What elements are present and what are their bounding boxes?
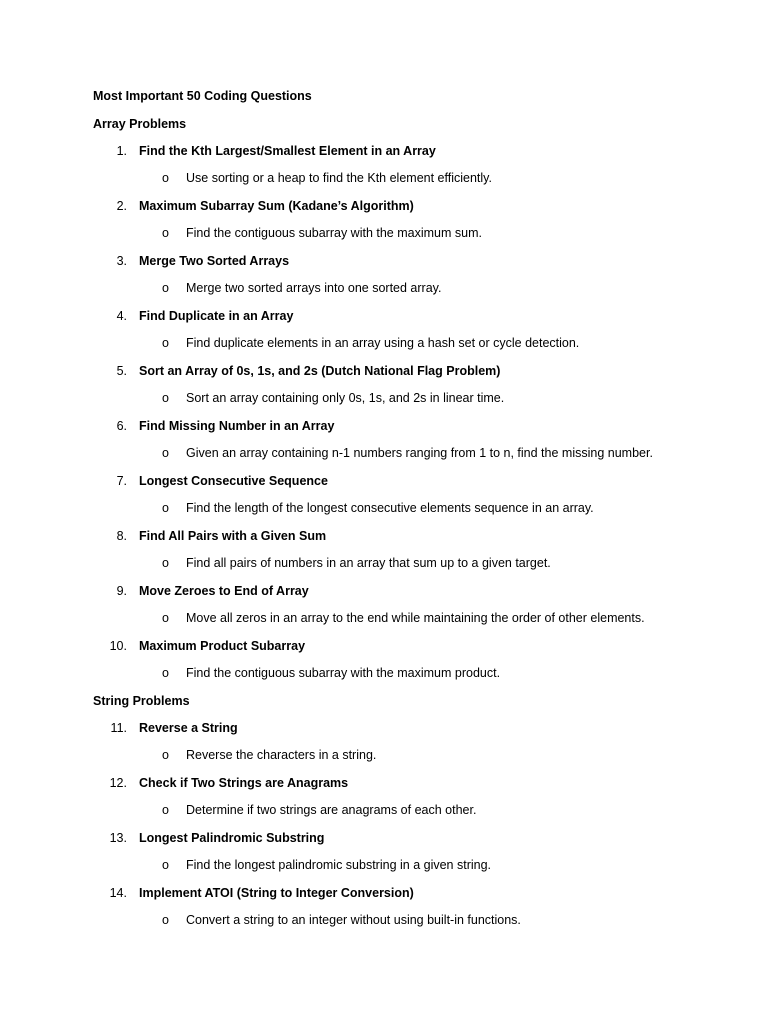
- bullet-icon: o: [162, 666, 169, 680]
- question-description: Find all pairs of numbers in an array that sum up to a given target.: [186, 556, 551, 570]
- question-number: 9.: [116, 584, 127, 598]
- question-number: 8.: [116, 529, 127, 543]
- bullet-icon: o: [162, 556, 169, 570]
- question-title: Longest Palindromic Substring: [139, 831, 325, 845]
- question-title: Find Duplicate in an Array: [139, 309, 294, 323]
- question-number: 1.: [116, 144, 127, 158]
- question-title: Sort an Array of 0s, 1s, and 2s (Dutch National Flag Problem): [139, 364, 501, 378]
- question-description: Determine if two strings are anagrams of each other.: [186, 803, 477, 817]
- section-heading-string: String Problems: [93, 694, 190, 708]
- bullet-icon: o: [162, 281, 169, 295]
- question-description: Find the length of the longest consecutive elements sequence in an array.: [186, 501, 594, 515]
- question-number: 3.: [116, 254, 127, 268]
- bullet-icon: o: [162, 391, 169, 405]
- question-number: 13.: [109, 831, 127, 845]
- question-number: 11.: [110, 721, 127, 735]
- question-number: 14.: [109, 886, 127, 900]
- question-title: Find Missing Number in an Array: [139, 419, 335, 433]
- bullet-icon: o: [162, 913, 169, 927]
- question-title: Longest Consecutive Sequence: [139, 474, 328, 488]
- bullet-icon: o: [162, 748, 169, 762]
- question-description: Find the longest palindromic substring in a given string.: [186, 858, 492, 872]
- section-heading-array: Array Problems: [93, 117, 187, 131]
- question-number: 12.: [109, 776, 127, 790]
- question-description: Find duplicate elements in an array using a hash set or cycle detection.: [186, 336, 580, 350]
- question-description: Find the contiguous subarray with the maximum product.: [186, 666, 501, 680]
- bullet-icon: o: [162, 226, 169, 240]
- question-description: Move all zeros in an array to the end while maintaining the order of other elements.: [186, 611, 645, 625]
- bullet-icon: o: [162, 336, 169, 350]
- question-title: Maximum Subarray Sum (Kadane’s Algorithm): [139, 199, 414, 213]
- question-title: Merge Two Sorted Arrays: [139, 254, 290, 268]
- question-description: Find the contiguous subarray with the maximum sum.: [186, 226, 482, 240]
- question-title: Reverse a String: [139, 721, 238, 735]
- question-description: Use sorting or a heap to find the Kth element efficiently.: [186, 171, 492, 185]
- question-number: 4.: [116, 309, 127, 323]
- question-title: Maximum Product Subarray: [139, 639, 306, 653]
- question-title: Find All Pairs with a Given Sum: [139, 529, 327, 543]
- question-description: Given an array containing n-1 numbers ranging from 1 to n, find the missing number.: [186, 446, 653, 460]
- question-description: Sort an array containing only 0s, 1s, and 2s in linear time.: [186, 391, 505, 405]
- question-title: Move Zeroes to End of Array: [139, 584, 309, 598]
- question-number: 10.: [109, 639, 127, 653]
- question-title: Implement ATOI (String to Integer Conversion): [139, 886, 414, 900]
- question-number: 2.: [116, 199, 127, 213]
- bullet-icon: o: [162, 446, 169, 460]
- question-number: 7.: [116, 474, 127, 488]
- question-description: Convert a string to an integer without using built-in functions.: [186, 913, 521, 927]
- bullet-icon: o: [162, 803, 169, 817]
- question-title: Find the Kth Largest/Smallest Element in an Array: [139, 144, 436, 158]
- question-number: 6.: [116, 419, 127, 433]
- question-description: Reverse the characters in a string.: [186, 748, 377, 762]
- document-title: Most Important 50 Coding Questions: [93, 89, 312, 103]
- bullet-icon: o: [162, 171, 169, 185]
- question-number: 5.: [116, 364, 127, 378]
- bullet-icon: o: [162, 501, 169, 515]
- question-title: Check if Two Strings are Anagrams: [139, 776, 349, 790]
- bullet-icon: o: [162, 611, 169, 625]
- question-description: Merge two sorted arrays into one sorted array.: [186, 281, 442, 295]
- bullet-icon: o: [162, 858, 169, 872]
